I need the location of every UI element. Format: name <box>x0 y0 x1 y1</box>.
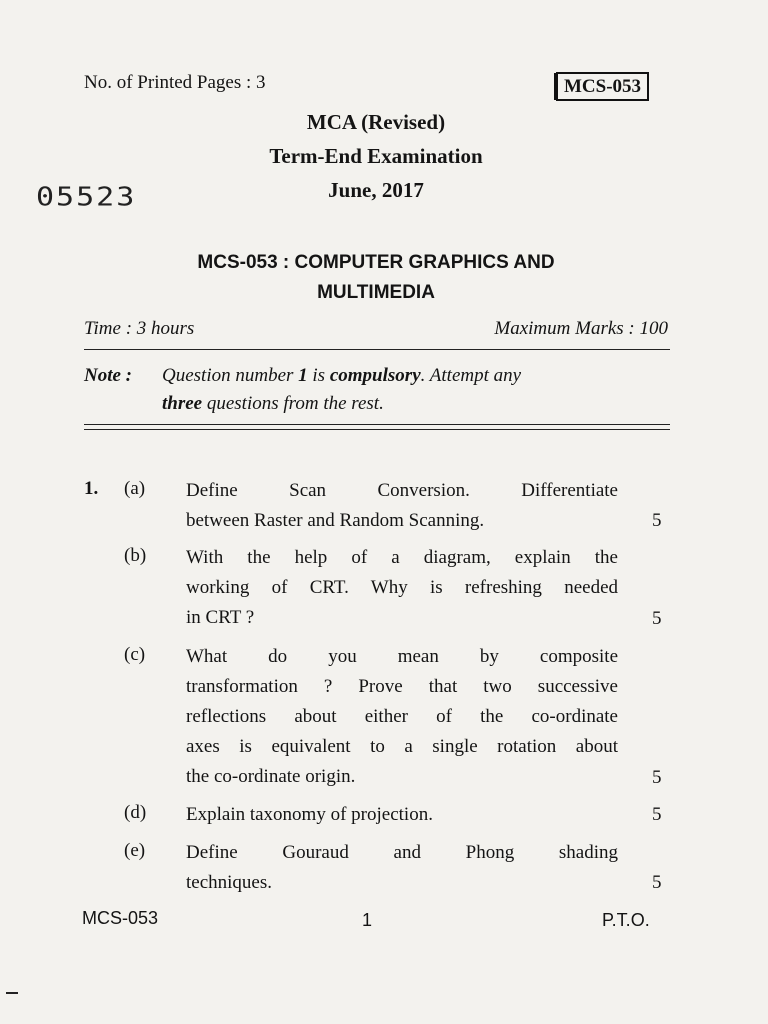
double-rule-bottom <box>84 429 670 430</box>
part-text-line: the co-ordinate origin. <box>186 766 356 787</box>
part-text-line: What do you mean by composite <box>186 646 618 667</box>
scan-edge-mark <box>6 992 18 994</box>
note-emphasis: 1 <box>298 365 308 386</box>
footer-pto: P.T.O. <box>602 910 650 930</box>
part-text-line: axes is equivalent to a single rotation about <box>186 736 618 757</box>
part-label: (b) <box>124 545 147 566</box>
note-label: Note : <box>84 365 133 386</box>
part-text-line: reflections about either of the co-ordinate <box>186 706 618 727</box>
part-marks: 5 <box>652 804 662 825</box>
note-emphasis: compulsory <box>329 365 421 386</box>
exam-session: June, 2017 <box>328 178 424 202</box>
subject-title-line1: MCS-053 : COMPUTER GRAPHICS AND <box>197 252 555 273</box>
note-text: . Attempt any <box>420 365 522 386</box>
part-marks: 5 <box>652 608 662 629</box>
programme-title: MCA (Revised) <box>306 110 446 134</box>
part-label: (a) <box>124 478 146 499</box>
question-number: 1. <box>84 478 99 499</box>
part-text-line: Define Scan Conversion. Differentiate <box>186 480 618 501</box>
part-text-line: techniques. <box>186 872 273 893</box>
part-text-line: transformation ? Prove that two successive <box>186 676 618 697</box>
part-text-line: Define Gouraud and Phong shading <box>186 842 618 863</box>
note-line2 <box>162 393 384 415</box>
footer-page-number: 1 <box>362 910 373 930</box>
part-marks: 5 <box>652 872 662 893</box>
divider-rule <box>84 349 670 350</box>
footer-paper-code: MCS-053 <box>82 908 159 928</box>
printed-pages-count: No. of Printed Pages : 3 <box>84 72 266 93</box>
part-label: (d) <box>124 802 147 823</box>
serial-number-stamp: 05523 <box>36 182 137 213</box>
note-text: is <box>307 365 330 386</box>
note-emphasis: three <box>162 393 203 414</box>
part-text-line: in CRT ? <box>186 607 255 628</box>
part-marks: 5 <box>652 510 662 531</box>
double-rule-top <box>84 424 670 425</box>
part-label: (c) <box>124 644 146 665</box>
maximum-marks: Maximum Marks : 100 <box>494 318 668 339</box>
part-text-line: working of CRT. Why is refreshing needed <box>186 577 618 598</box>
part-text-line: Explain taxonomy of projection. <box>186 804 433 825</box>
part-marks: 5 <box>652 767 662 788</box>
part-label: (e) <box>124 840 146 861</box>
part-text-line: between Raster and Random Scanning. <box>186 510 485 531</box>
note-text: Question number <box>162 365 299 386</box>
note-text: questions from the rest. <box>202 393 384 414</box>
time-allowed: Time : 3 hours <box>84 318 195 339</box>
note-line1 <box>162 365 668 387</box>
part-text-line: With the help of a diagram, explain the <box>186 547 618 568</box>
subject-title-line2: MULTIMEDIA <box>317 282 435 303</box>
exam-title: Term-End Examination <box>269 144 483 168</box>
paper-code-box: MCS-053 <box>556 72 649 101</box>
